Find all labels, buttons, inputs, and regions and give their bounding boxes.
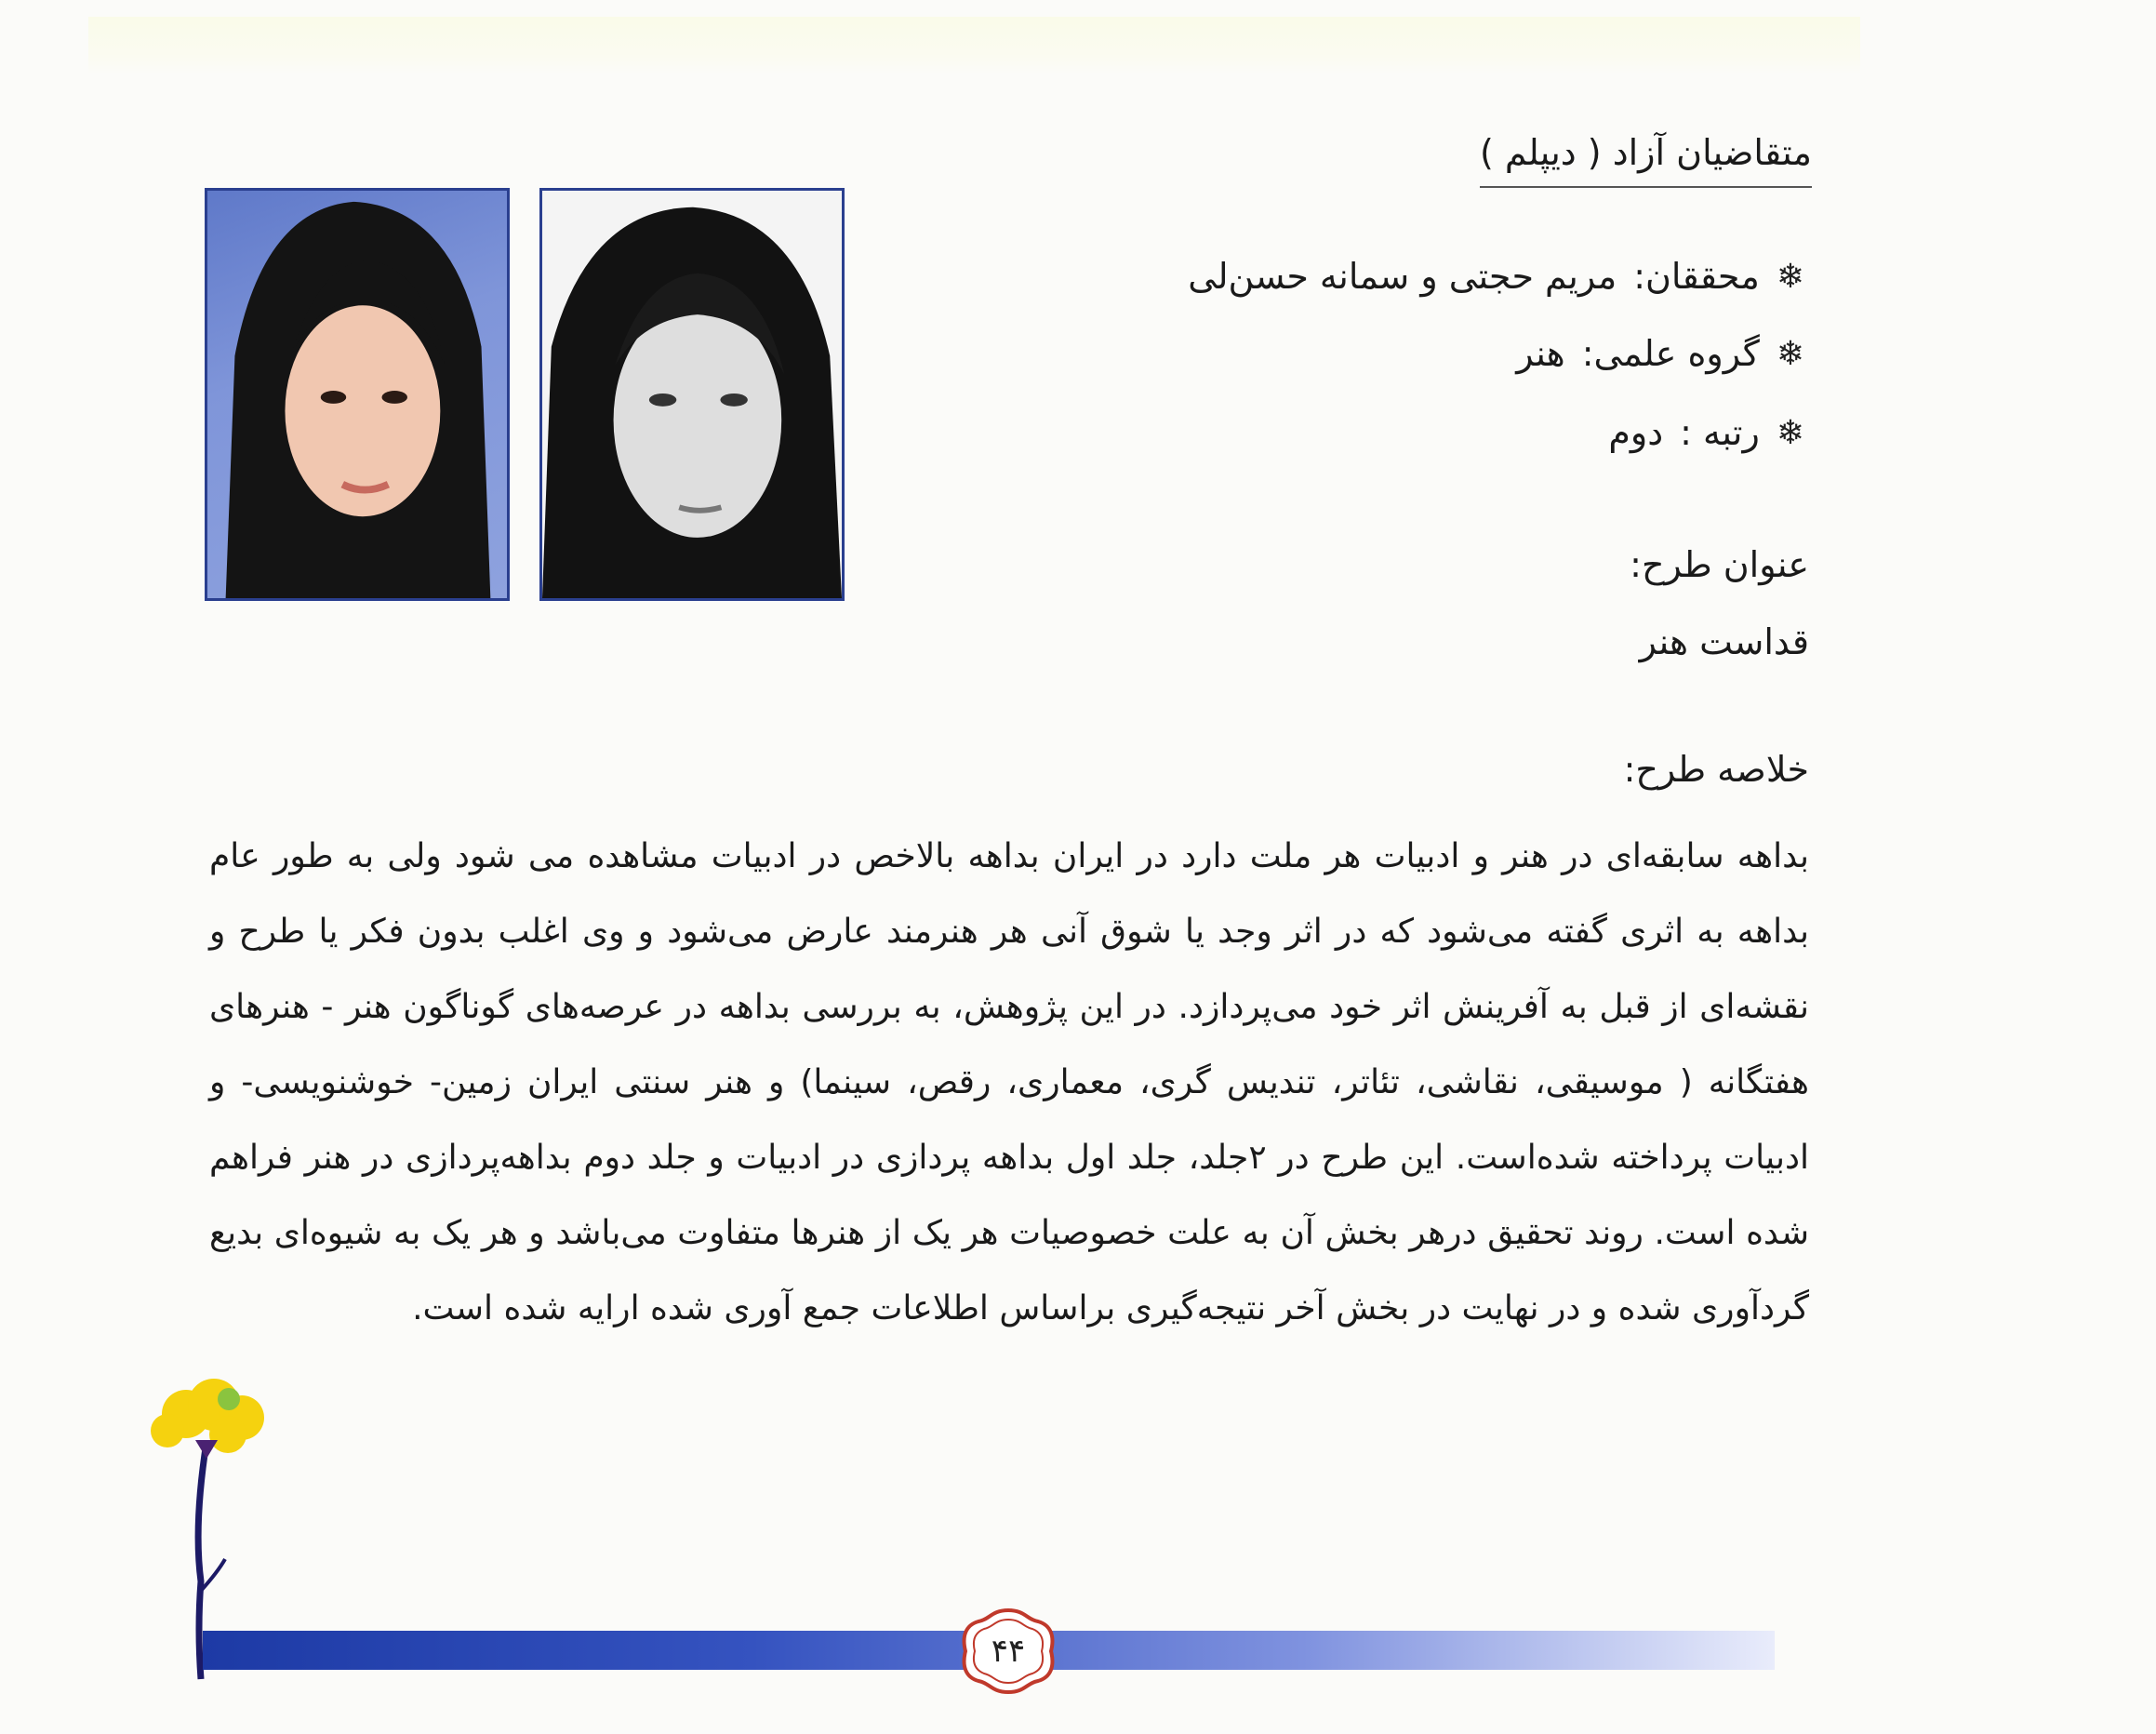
researchers-label: محققان: [1633, 256, 1760, 297]
rank-label: رتبه : [1680, 412, 1760, 453]
rank-line [1608, 412, 1804, 453]
page-number-badge [958, 1607, 1058, 1696]
snowflake-icon: ❄ [1776, 334, 1804, 373]
rank-value: دوم [1608, 412, 1664, 453]
group-value: هنر [1516, 333, 1565, 374]
top-decorative-band [88, 17, 1860, 74]
snowflake-icon: ❄ [1776, 257, 1804, 296]
snowflake-icon: ❄ [1776, 413, 1804, 452]
page-number: ۴۴ [991, 1633, 1026, 1670]
group-label: گروه علمی: [1581, 333, 1760, 374]
researchers-value: مریم حجتی و سمانه حسن‌لی [1188, 256, 1617, 297]
researcher-photo-right [539, 188, 845, 601]
project-title-value: قداست هنر [1639, 621, 1809, 662]
group-line [1516, 333, 1804, 374]
project-title-label: عنوان طرح: [1630, 544, 1809, 585]
researchers-line [1188, 256, 1804, 297]
researcher-photo-left [205, 188, 510, 601]
section-title: متقاضیان آزاد ( دیپلم ) [1480, 132, 1812, 188]
summary-text: بداهه سابقه‌ای در هنر و ادبیات هر ملت دارد در ایران بداهه بالاخص در ادبیات مشاهده می شود ولی به طور عام بداهه به اثری گفته می‌شود که در اثر وجد یا شوق آنی هر هنرمند عارض می‌شود و وی اغلب بدون فکر یا طرح و نقشه‌ای از قبل به آفرینش اثر خود می‌پردازد. در این پژوهش، به بررسی بداهه در عرصه‌های گوناگون هنر - هنرهای هفتگانه ( موسیقی، نقاشی، تئاتر، تندیس گری، معماری، رقص، سینما) و هنر سنتی ایران زمین- خوشنویسی- و ادبیات پرداخته شده‌است. این طرح در ۲جلد، جلد اول بداهه پردازی در ادبیات و جلد دوم بداهه‌پردازی در هنر فراهم شده است. روند تحقیق درهر بخش آن به علت خصوصیات هر یک از هنرها متفاوت می‌باشد و هر یک به شیوه‌ای بدیع گردآوری شده و در نهایت در بخش آخر نتیجه‌گیری براساس اطلاعات جمع آوری شده ارایه شده است. [209, 837, 1810, 1327]
summary-label: خلاصه طرح: [1623, 749, 1809, 790]
